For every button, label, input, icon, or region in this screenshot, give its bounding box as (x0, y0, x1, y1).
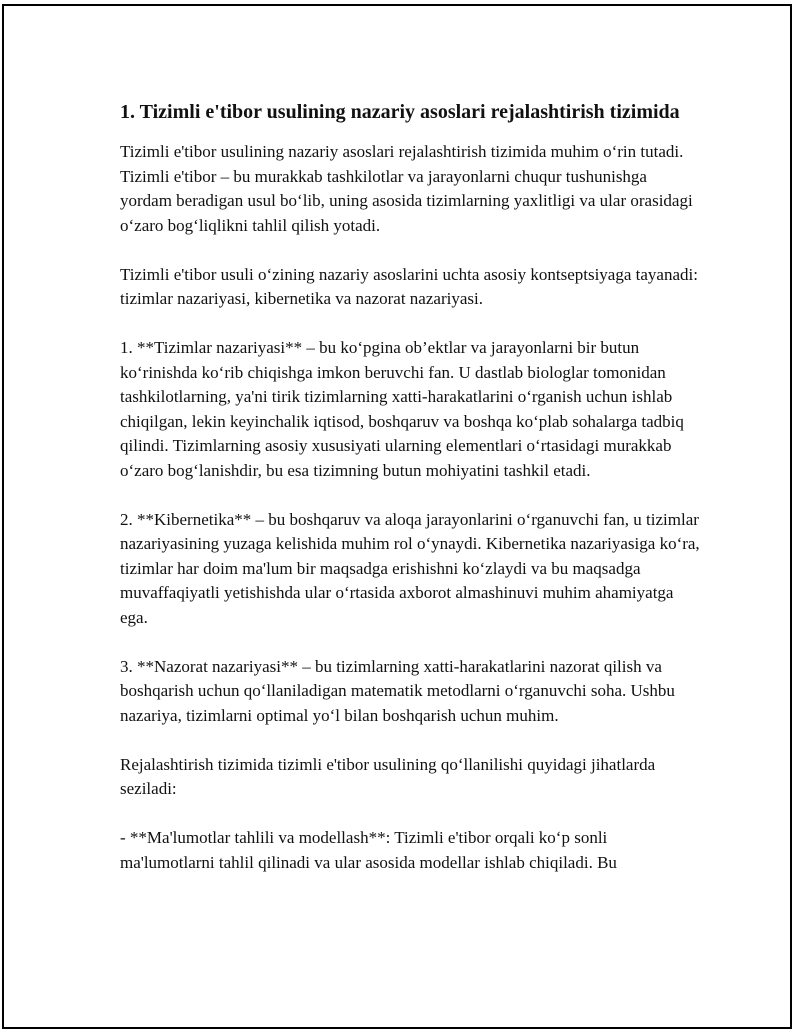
paragraph-systems-theory: 1. **Tizimlar nazariyasi** – bu ko‘pgina ob’ektlar va jarayonlarni bir butun ko‘rinishda ko‘rib chiqishga imkon beruvchi fan. U dastlab biologlar tomonidan tashkilotlarning, ya'ni tirik tizimlarning xatti-harakatlarini o‘rganish uchun ishlab chiqilgan, lekin keyinchalik iqtisod, boshqaruv va boshqa ko‘plab sohalarga tadbiq qilindi. Tizimlarning asosiy xususiyati ularning elementlari o‘rtasidagi murakkab o‘zaro bog‘lanishdir, bu esa tizimning butun mohiyatini tashkil etadi. (120, 338, 684, 480)
paragraph-application: Rejalashtirish tizimida tizimli e'tibor usulining qo‘llanilishi quyidagi jihatlarda seziladi: (120, 754, 656, 798)
document-body (120, 99, 700, 900)
paragraph-concepts: Tizimli e'tibor usuli o‘zining nazariy asoslarini uchta asosiy kontseptsiyaga tayanadi: tizimlar nazariyasi, kibernetika va nazorat nazariyasi. (120, 264, 698, 308)
paragraph-data-analysis: - **Ma'lumotlar tahlili va modellash**: Tizimli e'tibor orqali ko‘p sonli ma'lumotlarni tahlil qilinadi va ular asosida modellar ishlab chiqiladi. Bu (120, 828, 617, 872)
section-heading: 1. Tizimli e'tibor usulining nazariy asoslari rejalashtirish tizimida (120, 101, 680, 123)
paragraph-intro: Tizimli e'tibor usulining nazariy asoslari rejalashtirish tizimida muhim o‘rin tutadi. Tizimli e'tibor – bu murakkab tashkilotlar va jarayonlarni chuqur tushunishga yordam beradigan usul bo‘lib, uning asosida tizimlarning yaxlitligi va ular orasidagi o‘zaro bog‘liqlikni tahlil qilish yotadi. (120, 142, 693, 235)
paragraph-control-theory: 3. **Nazorat nazariyasi** – bu tizimlarning xatti-harakatlarini nazorat qilish va boshqarish uchun qo‘llaniladigan matematik metodlarni o‘rganuvchi soha. Ushbu nazariya, tizimlarni optimal yo‘l bilan boshqarish uchun muhim. (120, 656, 675, 725)
document-page (2, 4, 792, 1029)
paragraph-cybernetics: 2. **Kibernetika** – bu boshqaruv va aloqa jarayonlarini o‘rganuvchi fan, u tizimlar nazariyasining yuzaga kelishida muhim rol o‘ynaydi. Kibernetika nazariyasiga ko‘ra, tizimlar har doim ma'lum bir maqsadga erishishni ko‘zlaydi va bu maqsadga muvaffaqiyatli yetishishda ular o‘rtasida axborot almashinuvi muhim ahamiyatga ega. (120, 509, 700, 627)
